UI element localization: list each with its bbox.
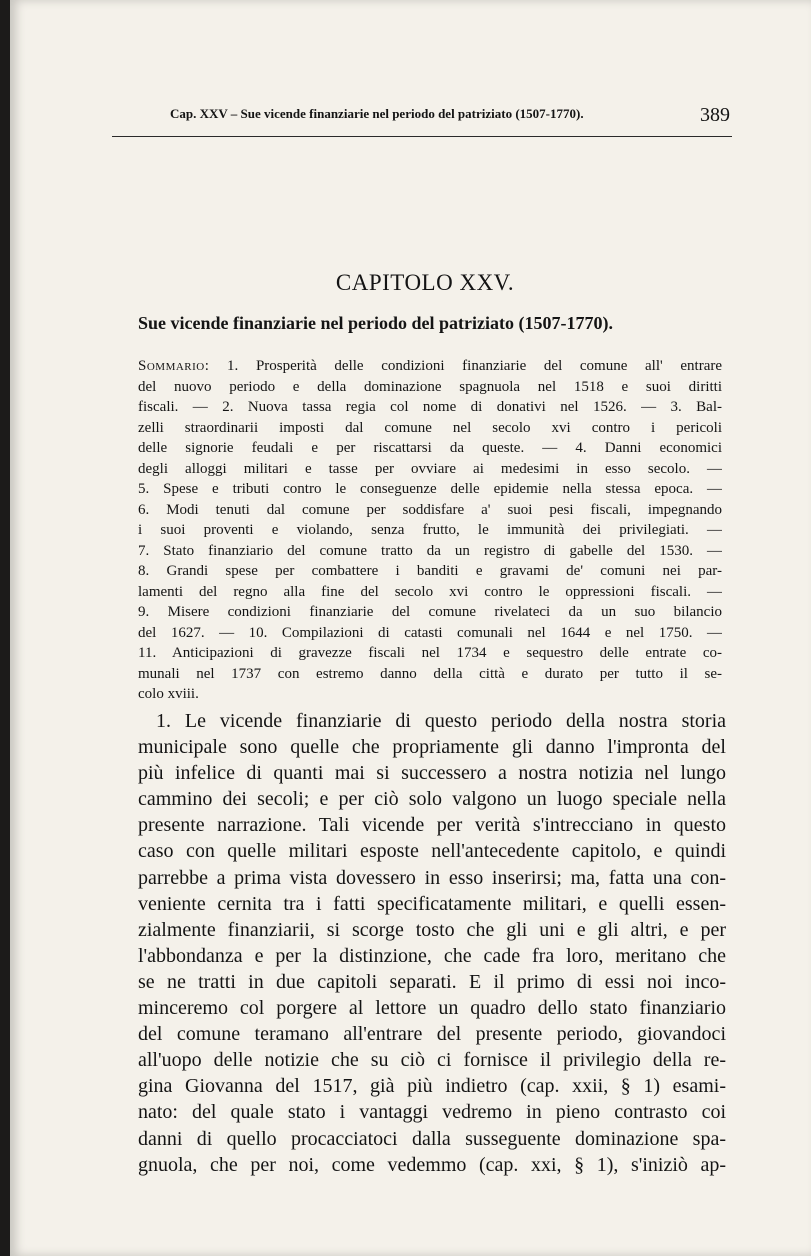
body-line: se ne tratti in due capitoli separati. E il primo di essi noi inco- — [138, 970, 726, 993]
body-line: del comune teramano all'entrare del presente periodo, giovandoci — [138, 1023, 726, 1046]
body-line: all'uopo delle notizie che su ciò ci fornisce il privilegio della re- — [138, 1049, 726, 1072]
body-line: caso con quelle militari esposte nell'antecedente capitolo, e quindi — [138, 840, 726, 863]
summary-label: Sommario: — [138, 358, 210, 374]
summary-line: 8. Grandi spese per combattere i banditi e gravami de' comuni nei par- — [138, 563, 722, 579]
body-line: 1. Le vicende finanziarie di questo periodo della nostra storia — [156, 710, 726, 732]
summary-line: del nuovo periodo e della dominazione spagnuola nel 1518 e suoi diritti — [138, 378, 722, 395]
page-number: 389 — [700, 104, 730, 126]
summary-line: degli alloggi militari e tasse per ovviare ai medesimi in esso secolo. — — [138, 460, 722, 477]
body-line: parrebbe a prima vista dovessero in esso inserirsi; ma, fatta una con- — [138, 866, 726, 889]
summary-line: 11. Anticipazioni di gravezze fiscali nel 1734 e sequestro delle entrate co- — [138, 645, 722, 661]
body-line: gina Giovanna del 1517, già più indietro (cap. xxii, § 1) esami- — [138, 1075, 726, 1098]
summary-line: fiscali. — 2. Nuova tassa regia col nome di donativi nel 1526. — 3. Bal- — [138, 399, 722, 415]
summary-line: i suoi proventi e violando, senza frutto, le immunità dei privilegiati. — — [138, 522, 722, 538]
chapter-title: CAPITOLO XXV. — [335, 270, 515, 295]
body-line: cammino dei secoli; e per ciò solo valgono un luogo speciale nella — [138, 788, 726, 811]
running-head — [170, 106, 730, 122]
body-line: gnuola, che per noi, come vedemmo (cap. xxi, § 1), s'iniziò ap- — [138, 1153, 726, 1176]
summary-line: 6. Modi tenuti dal comune per soddisfare a' suoi pesi fiscali, impegnando — [138, 501, 722, 518]
header-rule — [112, 136, 732, 137]
summary-line: munali nel 1737 con estremo danno della città e durato per tutto il se- — [138, 665, 722, 682]
summary-line: 9. Misere condizioni finanziarie del comune rivelateci da un suo bilancio — [138, 604, 722, 620]
running-title: Cap. XXV – Sue vicende finanziarie nel periodo del patriziato (1507-1770). — [170, 106, 584, 121]
chapter-summary — [138, 356, 722, 705]
body-line: nato: del quale stato i vantaggi vedremo in pieno contrasto coi — [138, 1101, 726, 1124]
book-page — [10, 0, 811, 1256]
summary-line: lamenti del regno alla fine del secolo xvi contro le oppressioni fiscali. — — [138, 583, 722, 600]
chapter-subtitle: Sue vicende finanziarie nel periodo del patriziato (1507-1770). — [138, 313, 613, 333]
body-text — [138, 708, 726, 1178]
body-line: presente narrazione. Tali vicende per verità s'intrecciano in questo — [138, 814, 726, 837]
body-line: minceremo col porgere al lettore un quadro dello stato finanziario — [138, 997, 726, 1020]
summary-line: 7. Stato finanziario del comune tratto da un registro di gabelle del 1530. — — [138, 542, 722, 559]
summary-line: delle signorie feudali e per riscattarsi da queste. — 4. Danni economici — [138, 440, 722, 456]
body-line: zialmente finanziarii, si scorge tosto che gli uni e gli altri, e per — [138, 918, 726, 941]
body-line: veniente cernita tra i fatti specificatamente militari, e quelli essen- — [138, 892, 726, 915]
body-line: danni di quello procacciatoci dalla susseguente dominazione spa- — [138, 1127, 726, 1150]
summary-line: zelli straordinarii imposti dal comune nel secolo xvi contro i pericoli — [138, 419, 722, 436]
summary-line: colo xviii. — [138, 686, 199, 702]
body-line: più infelice di quanti mai si successero a nostra notizia nel lungo — [138, 762, 726, 785]
summary-line: del 1627. — 10. Compilazioni di catasti comunali nel 1644 e nel 1750. — — [138, 624, 722, 641]
summary-line: 5. Spese e tributi contro le conseguenze delle epidemie nella stessa epoca. — — [138, 481, 722, 497]
body-line: l'abbondanza e per la distinzione, che cade fra loro, meritano che — [138, 944, 726, 967]
summary-line: Sommario: 1. Prosperità delle condizioni finanziarie del comune all' entrare — [138, 358, 722, 374]
body-line: municipale sono quelle che propriamente gli danno l'impronta del — [138, 736, 726, 759]
